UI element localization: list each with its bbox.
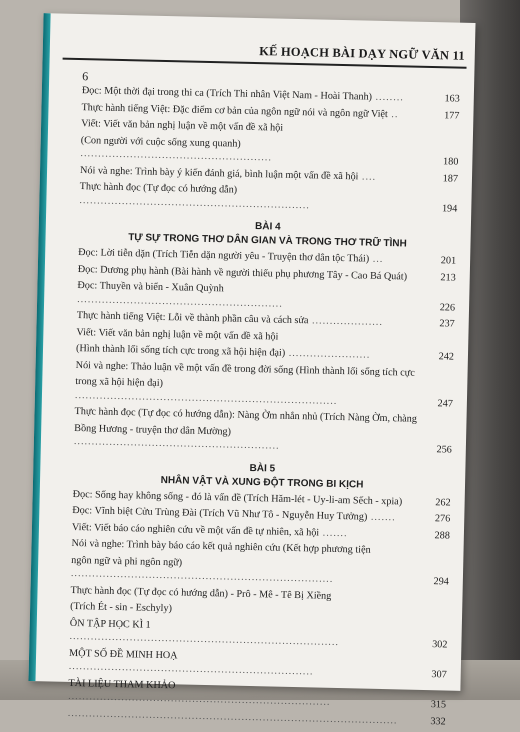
lesson-title: NHÂN VẬT VÀ XUNG ĐỘT TRONG BI KỊCH — [73, 472, 451, 492]
toc-entry-page: 194 — [442, 202, 458, 216]
toc-entry: Đọc: Một thời đại trong thi ca (Trích Thi nhân Việt Nam - Hoài Thanh) ........ 163 — [82, 84, 460, 106]
toc-entry-text: Nói và nghe: Thảo luận về một vấn đề trong đời sống (Hình thành lối sống tích cực — [76, 360, 415, 379]
book-page — [28, 13, 475, 691]
lesson-title: TỰ SỰ TRONG THƠ DÂN GIAN VÀ TRONG THƠ TRỮ TÌNH — [78, 231, 456, 251]
toc-entry-page: 302 — [432, 638, 448, 652]
toc-entry-page: 242 — [439, 350, 455, 364]
lesson-number: BÀI 5 — [73, 458, 451, 478]
toc-entry-text: Thực hành đọc (Tự đọc có hướng dẫn) - Prô - Mê - Tê Bị Xiềng — [70, 584, 331, 601]
toc-entry-text: Đọc: Một thời đại trong thi ca (Trích Thi nhân Việt Nam - Hoài Thanh) — [82, 85, 372, 103]
toc-entry: (Hình thành lối sống tích cực trong xã hội hiện đại) ....................... 242 — [76, 342, 454, 364]
toc-entry-text: (Hình thành lối sống tích cực trong xã hội hiện đại) — [76, 343, 285, 359]
toc-entry: Đọc: Thuyền và biển - Xuân Quỳnh .......................................................... 226 — [77, 279, 456, 315]
toc-entry: Nói và nghe: Trình bày ý kiến đánh giá, bình luận một vấn đề xã hội .... 187 — [80, 164, 458, 186]
toc-entry-page: 276 — [435, 512, 451, 526]
toc-entry-page: 237 — [439, 317, 455, 331]
toc-entry-page: 226 — [440, 301, 456, 315]
toc-entry: ............................................................................................. 332 — [68, 706, 446, 728]
toc-entry-text: Thực hành đọc (Tự đọc có hướng dẫn) — [80, 181, 238, 196]
toc-entry-text: Viết: Viết văn bản nghị luận về một vấn đề xã hội — [81, 118, 283, 134]
toc-entry-text: ngôn ngữ và phi ngôn ngữ) — [71, 554, 182, 568]
lesson-heading — [73, 458, 451, 492]
toc-entry-page: 288 — [434, 529, 450, 543]
toc-entry: Thực hành tiếng Việt: Lỗi về thành phần câu và cách sửa .................... 237 — [77, 309, 455, 331]
toc-entry-page: 256 — [436, 443, 452, 457]
toc-entry-page: 332 — [430, 715, 446, 729]
toc-entry-page: 262 — [435, 496, 451, 510]
toc-entry-text: Đọc: Thuyền và biển - Xuân Quỳnh — [77, 280, 224, 294]
toc-entry-page: 177 — [444, 109, 460, 123]
toc-entry: trong xã hội hiện đại) .......................................................................... 247 — [75, 375, 454, 411]
toc-entry: Bồng Hương - truyện thơ dân Mường) .......................................................... 256 — [74, 421, 453, 457]
lesson-heading — [78, 217, 456, 251]
running-header: KẾ HOẠCH BÀI DẠY NGỮ VĂN 11 — [259, 44, 465, 64]
toc-entry-text: Bồng Hương - truyện thơ dân Mường) — [74, 422, 231, 437]
toc-entry: Thực hành tiếng Việt: Đặc điểm cơ bản của ngôn ngữ nói và ngôn ngữ Việt .. 177 — [81, 101, 459, 123]
toc-entry-text: (Trích Ét - sin - Eschyly) — [70, 601, 172, 614]
toc-entry-page: 213 — [440, 271, 456, 285]
toc-entry-page: 180 — [443, 155, 459, 169]
toc-entry-text: Thực hành tiếng Việt: Đặc điểm cơ bản của ngôn ngữ nói và ngôn ngữ Việt — [81, 102, 388, 120]
toc-entry-text: MỘT SỐ ĐỀ MINH HOẠ — [69, 647, 178, 660]
toc-entry-text: Thực hành đọc (Tự đọc có hướng dẫn): Nàng Ờm nhắn nhủ (Trích Nàng Ờm, chàng — [74, 406, 417, 425]
toc-entry-text: ÔN TẬP HỌC KÌ 1 — [70, 617, 151, 630]
toc-entry-page: 294 — [433, 575, 449, 589]
toc-entry-text: Đọc: Vĩnh biệt Cửu Trùng Đài (Trích Vũ Như Tô - Nguyễn Huy Tưởng) — [72, 505, 367, 523]
toc-entry-text: Nói và nghe: Trình bày báo cáo kết quả nghiên cứu (Kết hợp phương tiện — [71, 538, 370, 556]
toc-entry: ÔN TẬP HỌC KÌ 1 ............................................................................ 302 — [69, 616, 448, 652]
toc-entry-page: 187 — [443, 172, 459, 186]
toc-entry: MỘT SỐ ĐỀ MINH HOẠ ..................................................................... 307 — [69, 646, 448, 682]
toc-entry-text: (Con người với cuộc sống xung quanh) — [81, 135, 241, 150]
toc-entry-text: Đọc: Dương phụ hành (Bài hành về người thiếu phụ phương Tây - Cao Bá Quát) — [78, 264, 408, 282]
toc-entry-text: Đọc: Sống hay không sống - đó là vấn đề (Trích Hăm-lét - Uy-li-am Sếch - xpia) — [73, 488, 403, 506]
toc-entry-page: 307 — [431, 668, 447, 682]
toc-entry-page: 163 — [444, 92, 460, 106]
lesson-number: BÀI 4 — [79, 217, 457, 237]
toc-entry-text: Nói và nghe: Trình bày ý kiến đánh giá, bình luận một vấn đề xã hội — [80, 165, 359, 182]
toc-entry-text: Viết: Viết văn bản nghị luận về một vấn đề xã hội — [76, 327, 278, 343]
toc-entry: ngôn ngữ và phi ngôn ngữ) .......................................................................... 294 — [71, 553, 450, 589]
toc-entry-page: 201 — [441, 254, 457, 268]
toc-entry-page: 315 — [431, 698, 447, 712]
toc-entry: Thực hành đọc (Tự đọc có hướng dẫn) ................................................................. 194 — [79, 180, 458, 216]
toc-entry-page: 247 — [437, 397, 453, 411]
table-of-contents — [68, 84, 460, 731]
toc-entry-text: TÀI LIỆU THAM KHẢO — [68, 677, 175, 690]
toc-entry: Đọc: Lời tiễn dặn (Trích Tiễn dặn người yêu - Truyện thơ dân tộc Thái) ... 201 — [78, 246, 456, 268]
toc-entry-text: Đọc: Lời tiễn dặn (Trích Tiễn dặn người yêu - Truyện thơ dân tộc Thái) — [78, 247, 369, 265]
toc-entry: Viết: Viết báo cáo nghiên cứu về một vấn đề tự nhiên, xã hội ....... 288 — [72, 520, 450, 542]
toc-entry-text: Viết: Viết báo cáo nghiên cứu về một vấn đề tự nhiên, xã hội — [72, 521, 319, 538]
toc-entry: Đọc: Vĩnh biệt Cửu Trùng Đài (Trích Vũ Như Tô - Nguyễn Huy Tưởng) ....... 276 — [72, 504, 450, 526]
toc-entry-text: Thực hành tiếng Việt: Lỗi về thành phần câu và cách sửa — [77, 310, 309, 326]
toc-entry: TÀI LIỆU THAM KHẢO .......................................................................... 315 — [68, 676, 447, 712]
page-number: 6 — [82, 69, 88, 84]
toc-entry: (Con người với cuộc sống xung quanh) ...................................................... 180 — [80, 134, 459, 170]
page-spine-stripe — [28, 13, 50, 681]
toc-entry-text: trong xã hội hiện đại) — [75, 376, 163, 389]
